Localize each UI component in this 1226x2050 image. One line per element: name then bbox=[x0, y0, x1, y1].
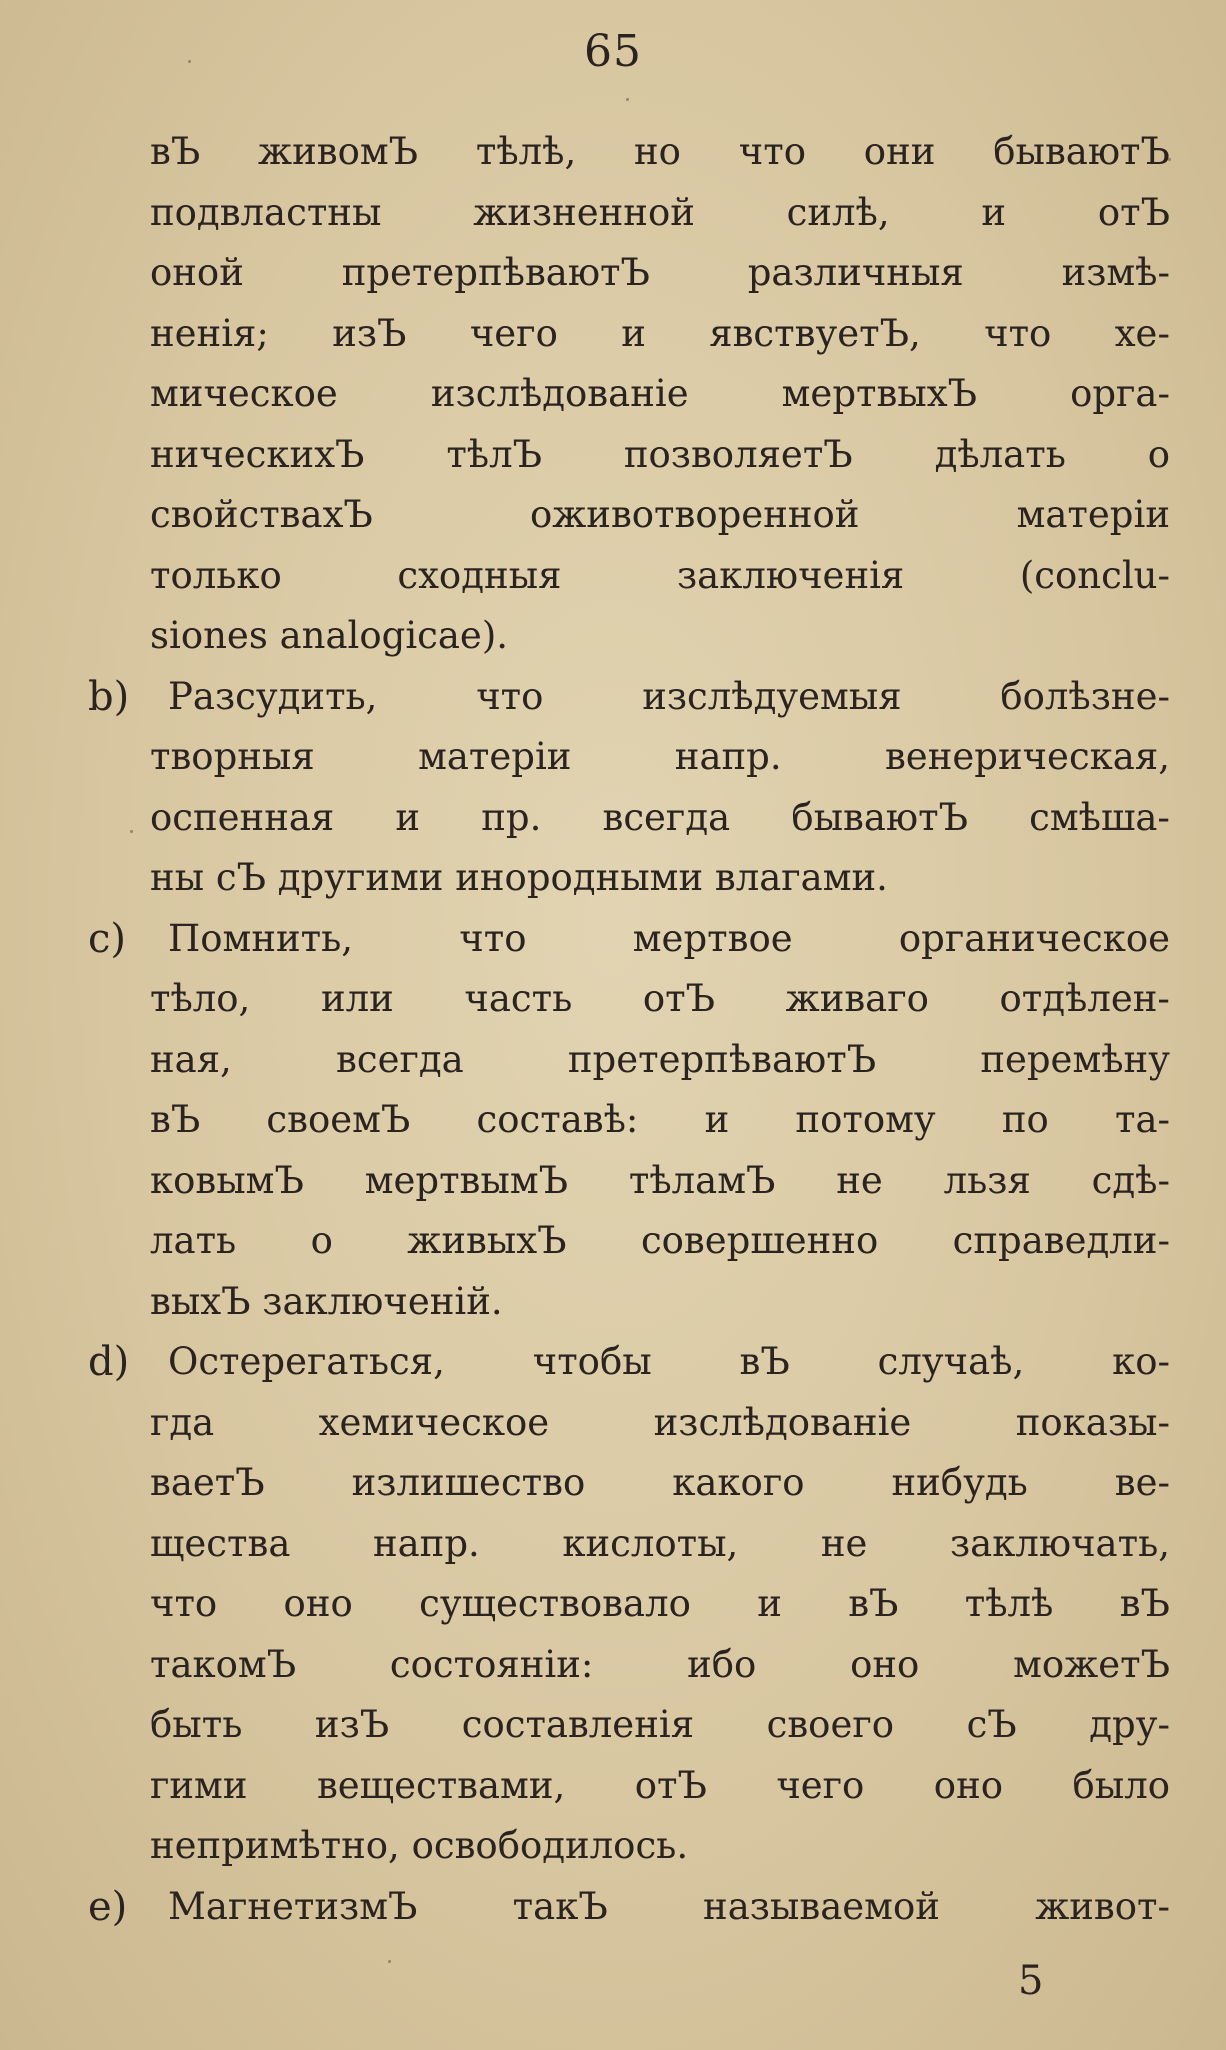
item-body bbox=[88, 667, 1170, 909]
word: ко- bbox=[1112, 1340, 1170, 1383]
word: матеріи bbox=[418, 735, 572, 778]
word: не bbox=[836, 1158, 883, 1202]
word: мертвымЪ bbox=[364, 1158, 568, 1202]
word: и bbox=[704, 1098, 730, 1141]
item-marker: e) bbox=[88, 1883, 128, 1930]
word: излишество bbox=[351, 1461, 586, 1504]
word: и bbox=[981, 190, 1007, 234]
text-line bbox=[150, 1574, 1170, 1635]
word: Остерегаться, bbox=[168, 1340, 445, 1383]
word: быть bbox=[150, 1703, 243, 1746]
word: живомЪ bbox=[258, 130, 419, 173]
word: изслѣдованіе bbox=[653, 1400, 912, 1444]
word: пр. bbox=[481, 795, 542, 839]
word: вЪ bbox=[150, 1098, 201, 1141]
text-line bbox=[150, 304, 1170, 365]
text-line bbox=[150, 1453, 1170, 1514]
text-line bbox=[150, 1332, 1170, 1393]
word: претерпѣваютЪ bbox=[341, 251, 650, 294]
word: выхЪ заключеній. bbox=[150, 1279, 503, 1323]
item-body bbox=[88, 1877, 1170, 1938]
word: кислоты, bbox=[562, 1521, 739, 1565]
word: оной bbox=[150, 251, 244, 294]
text-line bbox=[150, 667, 1170, 728]
word: напр. bbox=[372, 1521, 480, 1565]
word: живот- bbox=[1035, 1884, 1170, 1928]
word: о bbox=[1147, 432, 1170, 476]
word: чего bbox=[469, 311, 558, 355]
word: отдѣлен- bbox=[999, 977, 1170, 1020]
word: что bbox=[476, 674, 544, 718]
word: составленія bbox=[461, 1703, 695, 1746]
word: и bbox=[621, 311, 646, 355]
list-item bbox=[88, 1877, 1170, 1938]
word: тѣлѣ, bbox=[475, 130, 577, 173]
word: вЪ bbox=[848, 1582, 899, 1625]
word: сЪ bbox=[966, 1703, 1017, 1746]
word: МагнетизмЪ bbox=[168, 1884, 418, 1928]
text-line bbox=[150, 1393, 1170, 1454]
word: составѣ: bbox=[476, 1098, 639, 1141]
word: мертвое bbox=[632, 916, 793, 960]
word: не bbox=[820, 1521, 868, 1565]
word: только bbox=[150, 553, 282, 597]
signature-mark: 5 bbox=[1018, 1958, 1044, 2004]
word: дѣлать bbox=[934, 432, 1066, 476]
word: или bbox=[320, 977, 394, 1020]
item-body bbox=[88, 909, 1170, 1333]
word: что bbox=[150, 1582, 218, 1625]
word: часть bbox=[464, 977, 573, 1020]
text-line bbox=[150, 122, 1170, 183]
word: по bbox=[1001, 1098, 1049, 1141]
word: отЪ bbox=[642, 977, 716, 1020]
word: о bbox=[310, 1219, 333, 1262]
list-item bbox=[88, 909, 1170, 1333]
paper-speck bbox=[388, 1960, 391, 1963]
word: ническихЪ bbox=[150, 432, 365, 476]
word: своемЪ bbox=[266, 1098, 411, 1141]
word: и bbox=[395, 795, 421, 839]
word: и bbox=[757, 1582, 782, 1625]
word: напр. bbox=[674, 735, 782, 778]
word: бываютЪ bbox=[791, 795, 969, 839]
text-line bbox=[150, 1090, 1170, 1151]
word: хе- bbox=[1114, 311, 1170, 355]
text-line bbox=[150, 1514, 1170, 1575]
word: живаго bbox=[785, 977, 929, 1020]
word: гими bbox=[150, 1763, 248, 1807]
word: ненія; bbox=[150, 311, 269, 355]
word: оно bbox=[283, 1582, 353, 1625]
text-line bbox=[150, 1151, 1170, 1212]
intro-paragraph bbox=[150, 122, 1170, 667]
word: что bbox=[738, 130, 806, 173]
text-line bbox=[150, 1695, 1170, 1756]
word: органическое bbox=[898, 916, 1170, 960]
word: тѣло, bbox=[150, 977, 251, 1020]
text-line bbox=[150, 727, 1170, 788]
word: потому bbox=[795, 1098, 936, 1141]
word: отЪ bbox=[634, 1763, 707, 1807]
text-line bbox=[150, 909, 1170, 970]
word: сдѣ- bbox=[1091, 1158, 1170, 1202]
word: болѣзне- bbox=[1000, 674, 1170, 718]
word: оно bbox=[933, 1763, 1004, 1807]
word: венерическая, bbox=[884, 735, 1170, 778]
word: оспенная bbox=[150, 795, 335, 839]
word: Помнить, bbox=[168, 916, 354, 960]
text-line bbox=[150, 1272, 1170, 1333]
word: непримѣтно, освободилось. bbox=[150, 1824, 689, 1867]
word: позволяетЪ bbox=[623, 432, 853, 476]
word: ковымЪ bbox=[150, 1158, 304, 1202]
word: матеріи bbox=[1016, 493, 1170, 536]
item-marker: b) bbox=[88, 673, 130, 720]
word: ваетЪ bbox=[150, 1461, 265, 1504]
word: своего bbox=[766, 1703, 894, 1746]
word: лать bbox=[150, 1219, 237, 1262]
text-line bbox=[150, 1030, 1170, 1091]
word: было bbox=[1072, 1763, 1170, 1807]
text-line bbox=[150, 1211, 1170, 1272]
word: siones analogicae). bbox=[150, 614, 509, 657]
word: вЪ bbox=[739, 1340, 790, 1383]
list-item bbox=[88, 667, 1170, 909]
word: подвластны bbox=[150, 190, 382, 234]
word: сходныя bbox=[397, 553, 562, 597]
word: тѣлѣ bbox=[964, 1582, 1054, 1625]
word: существовало bbox=[419, 1582, 691, 1625]
word: но bbox=[634, 130, 681, 173]
word: веществами, bbox=[316, 1763, 566, 1807]
word: такомЪ bbox=[150, 1642, 297, 1686]
word: та- bbox=[1114, 1098, 1170, 1141]
word: такЪ bbox=[512, 1884, 608, 1928]
word: совершенно bbox=[640, 1219, 879, 1262]
word: различныя bbox=[747, 251, 964, 294]
word: они bbox=[863, 130, 936, 173]
word: щества bbox=[150, 1521, 291, 1565]
word: справедли- bbox=[952, 1219, 1170, 1262]
text-line bbox=[150, 969, 1170, 1030]
word: показы- bbox=[1015, 1400, 1170, 1444]
item-marker: c) bbox=[88, 915, 127, 962]
word: изслѣдуемыя bbox=[642, 674, 902, 718]
word: льзя bbox=[943, 1158, 1031, 1202]
item-marker: d) bbox=[88, 1339, 130, 1385]
word: дру- bbox=[1089, 1703, 1170, 1746]
word: изслѣдованіе bbox=[430, 372, 689, 415]
word: чтобы bbox=[532, 1340, 652, 1383]
word: всегда bbox=[336, 1037, 464, 1081]
word: смѣша- bbox=[1029, 795, 1170, 839]
word: хемическое bbox=[318, 1400, 550, 1444]
word: бываютЪ bbox=[993, 130, 1170, 173]
word: мертвыхЪ bbox=[781, 372, 978, 415]
word: Разсудить, bbox=[168, 674, 378, 718]
word: заключенія bbox=[677, 553, 905, 597]
word: живыхЪ bbox=[407, 1219, 567, 1262]
word: можетЪ bbox=[1013, 1642, 1170, 1686]
word: изЪ bbox=[314, 1703, 390, 1746]
word: что bbox=[984, 311, 1052, 355]
text-line bbox=[150, 1816, 1170, 1877]
word: всегда bbox=[602, 795, 731, 839]
text-line bbox=[150, 243, 1170, 304]
word: силѣ, bbox=[786, 190, 890, 234]
text-line bbox=[150, 788, 1170, 849]
item-body bbox=[88, 1332, 1170, 1877]
text-line bbox=[150, 425, 1170, 486]
word: измѣ- bbox=[1061, 251, 1170, 294]
text-line bbox=[150, 1756, 1170, 1817]
word: явствуетЪ, bbox=[709, 311, 921, 355]
word: ибо bbox=[687, 1642, 757, 1686]
word: тѣламЪ bbox=[628, 1158, 776, 1202]
text-line bbox=[150, 1877, 1170, 1938]
word: гда bbox=[150, 1400, 215, 1444]
word: орга- bbox=[1070, 372, 1170, 415]
word: ве- bbox=[1114, 1461, 1170, 1504]
word: ны сЪ другими инородными влагами. bbox=[150, 856, 888, 899]
word: нибудь bbox=[891, 1461, 1028, 1504]
text-line bbox=[150, 546, 1170, 607]
word: состояніи: bbox=[389, 1642, 594, 1686]
word: вЪ bbox=[150, 130, 201, 173]
body-text bbox=[88, 122, 1170, 1937]
paper-speck bbox=[626, 98, 629, 101]
text-line bbox=[150, 364, 1170, 425]
word: отЪ bbox=[1097, 190, 1170, 234]
text-line bbox=[150, 485, 1170, 546]
word: перемѣну bbox=[980, 1037, 1170, 1081]
word: (conclu- bbox=[1019, 553, 1170, 597]
word: вЪ bbox=[1119, 1582, 1170, 1625]
word: свойствахЪ bbox=[150, 493, 373, 536]
text-line bbox=[150, 183, 1170, 244]
word: творныя bbox=[150, 735, 315, 778]
word: называемой bbox=[703, 1884, 940, 1928]
word: претерпѣваютЪ bbox=[567, 1037, 877, 1081]
word: чего bbox=[776, 1763, 865, 1807]
word: тѣлЪ bbox=[446, 432, 542, 476]
word: случаѣ, bbox=[877, 1340, 1025, 1383]
page-number: 65 bbox=[584, 26, 642, 77]
word: заключать, bbox=[950, 1521, 1170, 1565]
text-line bbox=[150, 1635, 1170, 1696]
word: мическое bbox=[150, 372, 338, 415]
word: что bbox=[459, 916, 527, 960]
word: какого bbox=[672, 1461, 805, 1504]
word: оно bbox=[850, 1642, 920, 1686]
text-line bbox=[150, 606, 1170, 667]
word: оживотворенной bbox=[529, 493, 860, 536]
word: ная, bbox=[150, 1037, 232, 1081]
word: жизненной bbox=[473, 190, 695, 234]
text-line bbox=[150, 848, 1170, 909]
list-item bbox=[88, 1332, 1170, 1877]
word: изЪ bbox=[332, 311, 407, 355]
